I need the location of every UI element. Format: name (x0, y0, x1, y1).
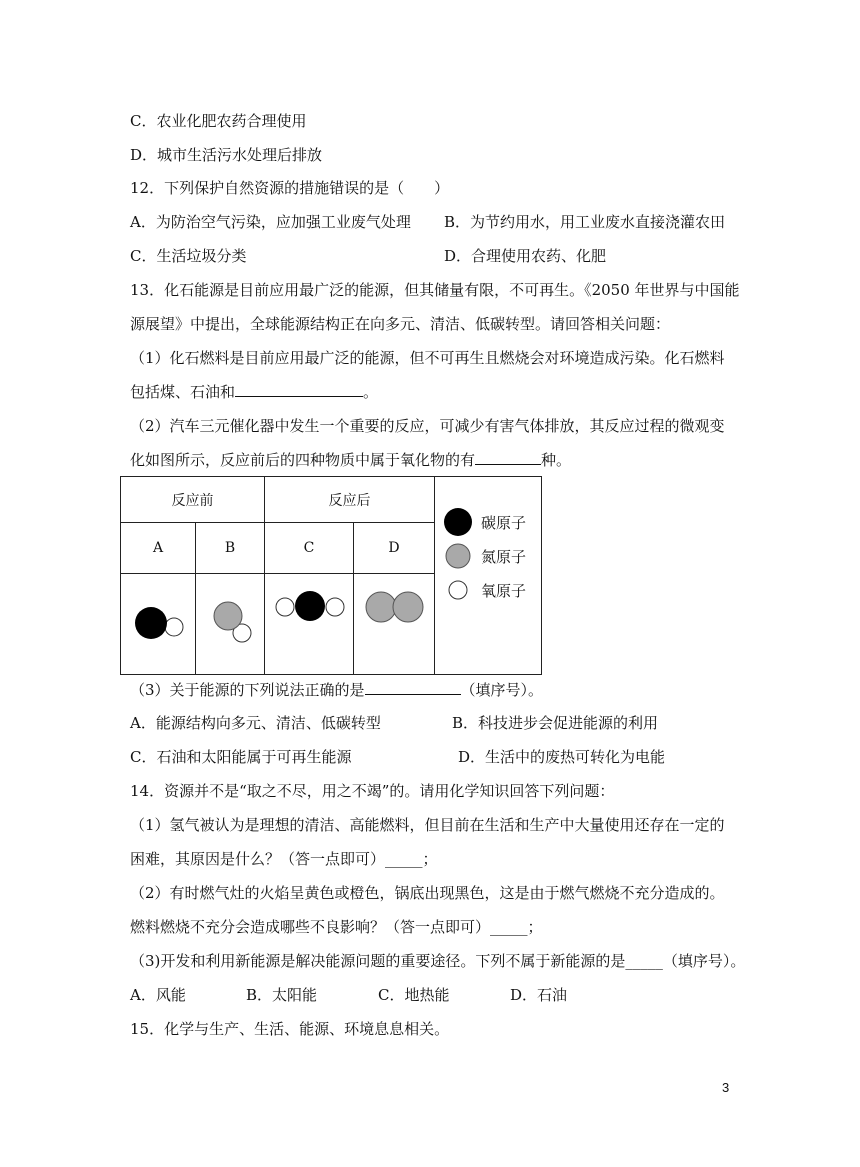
nitrogen-atom-icon (443, 541, 473, 571)
q13-part1-end: 。 (363, 383, 379, 401)
molecule-b (196, 574, 265, 675)
q14-part2-line2: 燃料燃烧不充分会造成哪些不良影响？（答一点即可）_____； (130, 918, 543, 936)
co-molecule-icon (121, 574, 195, 670)
legend-label: 氧原子 (481, 581, 527, 600)
question-15: 15．化学与生产、生活、能源、环境息息相关。 (130, 1020, 450, 1038)
q13-part3 (130, 680, 543, 700)
molecule-c (265, 574, 354, 675)
co2-molecule-icon (265, 574, 353, 670)
q13-part2-text: 化如图所示，反应前后的四种物质中属于氧化物的有 (130, 451, 476, 469)
legend-carbon (435, 505, 541, 539)
q12-option-b: B．为节约用水，用工业废水直接浇灌农田 (444, 213, 726, 231)
header-after: 反应后 (265, 477, 435, 523)
q14-part2-line1: （2）有时燃气灶的火焰呈黄色或橙色，锅底出现黑色，这是由于燃气燃烧不充分造成的。 (130, 884, 725, 902)
legend-nitrogen (435, 539, 541, 573)
q12-option-a: A．为防治空气污染，应加强工业废气处理 (130, 213, 411, 231)
n2-molecule-icon (354, 574, 434, 670)
legend-oxygen (435, 573, 541, 607)
q14-part3: （3)开发和利用新能源是解决能源问题的重要途径。下列不属于新能源的是_____（填序号）。 (130, 952, 746, 970)
answer-blank[interactable] (475, 450, 541, 465)
legend-label: 碳原子 (481, 513, 527, 532)
q12-option-d: D．合理使用农药、化肥 (444, 247, 607, 265)
q13-part2-line1: （2）汽车三元催化器中发生一个重要的反应，可减少有害气体排放，其反应过程的微观变 (130, 417, 725, 435)
col-a-label: A (121, 523, 196, 574)
answer-blank[interactable] (235, 382, 363, 397)
q13-part2-end: 种。 (541, 451, 572, 469)
carbon-atom-icon (443, 507, 473, 537)
q14-part1-line2: 困难，其原因是什么？（答一点即可）_____； (130, 850, 438, 868)
q13-part1-text: 包括煤、石油和 (130, 383, 236, 401)
molecule-d (354, 574, 435, 675)
col-d-label: D (354, 523, 435, 574)
question-13-line1: 13．化石能源是目前应用最广泛的能源，但其储量有限，不可再生。《2050 年世界与中国能 (130, 281, 740, 299)
answer-blank[interactable] (365, 680, 461, 695)
q13-3-option-b: B．科技进步会促进能源的利用 (452, 714, 659, 732)
legend-cell (435, 477, 542, 675)
question-14: 14．资源并不是“取之不尽，用之不竭”的。请用化学知识回答下列问题： (130, 782, 615, 800)
col-b-label: B (196, 523, 265, 574)
q13-3-option-a: A．能源结构向多元、清洁、低碳转型 (130, 714, 381, 732)
q14-3-option-b: B．太阳能 (246, 986, 318, 1004)
question-12: 12．下列保护自然资源的措施错误的是（ ） (130, 179, 450, 197)
no-molecule-icon (196, 574, 264, 670)
oxygen-atom-icon (443, 575, 473, 605)
question-13-line2: 源展望》中提出，全球能源结构正在向多元、清洁、低碳转型。请回答相关问题： (130, 315, 671, 333)
q14-3-option-c: C．地热能 (378, 986, 450, 1004)
legend-label: 氮原子 (481, 547, 527, 566)
q13-part1-line2 (130, 382, 378, 402)
q13-3-option-c: C．石油和太阳能属于可再生能源 (130, 748, 352, 766)
q13-part2-line2 (130, 450, 571, 470)
q14-3-option-d: D．石油 (510, 986, 568, 1004)
q13-part1-line1: （1）化石燃料是目前应用最广泛的能源，但不可再生且燃烧会对环境造成污染。化石燃料 (130, 349, 725, 367)
q12-option-c: C．生活垃圾分类 (130, 247, 247, 265)
q13-part3-end: （填序号）。 (460, 681, 544, 699)
reaction-table (120, 476, 542, 675)
q14-3-option-a: A．风能 (130, 986, 186, 1004)
q14-part1-line1: （1）氢气被认为是理想的清洁、高能燃料，但目前在生活和生产中大量使用还存在一定的 (130, 816, 725, 834)
page-number: 3 (722, 1080, 730, 1095)
option-c-prev: C．农业化肥农药合理使用 (130, 112, 307, 130)
header-before: 反应前 (121, 477, 265, 523)
col-c-label: C (265, 523, 354, 574)
option-d-prev: D．城市生活污水处理后排放 (130, 146, 323, 164)
molecule-a (121, 574, 196, 675)
q13-3-option-d: D．生活中的废热可转化为电能 (458, 748, 666, 766)
q13-part3-text: （3）关于能源的下列说法正确的是 (130, 681, 365, 699)
